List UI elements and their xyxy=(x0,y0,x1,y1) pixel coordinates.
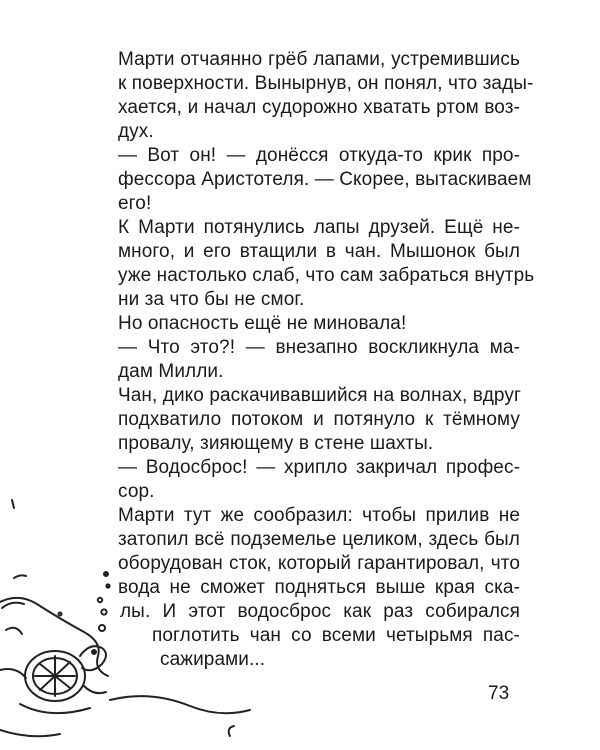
text-line: много, и его втащили в чан. Мышонок был xyxy=(118,241,520,262)
text-line: провалу, зияющему в стене шахты. xyxy=(118,433,434,454)
text-line: сор. xyxy=(118,481,155,502)
text-line: подхватило потоком и потянуло к тёмному xyxy=(118,409,520,430)
text-line: — Что это?! — внезапно воскликнула ма- xyxy=(118,337,520,358)
text-line: поглотить чан со всеми четырьмя пас- xyxy=(152,625,520,646)
text-line: дам Милли. xyxy=(118,361,224,382)
text-line: Чан, дико раскачивавшийся на волнах, вдруг xyxy=(118,385,521,406)
page-number: 73 xyxy=(488,683,510,704)
text-line: оборудован сток, который гарантировал, что xyxy=(118,553,520,574)
text-line: — Вот он! — донёсся откуда-то крик про- xyxy=(118,145,520,166)
text-line: затопил всё подземелье целиком, здесь был xyxy=(118,529,520,550)
text-line: уже настолько слаб, что сам забраться внутрь xyxy=(118,265,535,286)
text-line: вода не сможет подняться выше края ска- xyxy=(118,577,520,598)
text-line: сажирами... xyxy=(160,649,266,670)
text-line: к поверхности. Вынырнув, он понял, что зады- xyxy=(118,73,534,94)
text-line: ни за что бы не смог. xyxy=(118,289,305,310)
text-line: дух. xyxy=(118,121,154,142)
text-line: — Водосброс! — хрипло закричал профес- xyxy=(118,457,520,478)
text-line: хается, и начал судорожно хватать ртом воз- xyxy=(118,97,520,118)
text-line: Но опасность ещё не миновала! xyxy=(118,313,407,334)
text-line: К Марти потянулись лапы друзей. Ещё не- xyxy=(118,217,520,238)
text-line: лы. И этот водосброс как раз собирался xyxy=(120,601,520,622)
text-line: Марти тут же сообразил: чтобы прилив не xyxy=(118,505,520,526)
text-line: фессора Аристотеля. — Скорее, вытаскиваем xyxy=(118,169,532,190)
text-line: его! xyxy=(118,193,152,214)
text-line: Марти отчаянно грёб лапами, устремившись xyxy=(118,49,520,70)
